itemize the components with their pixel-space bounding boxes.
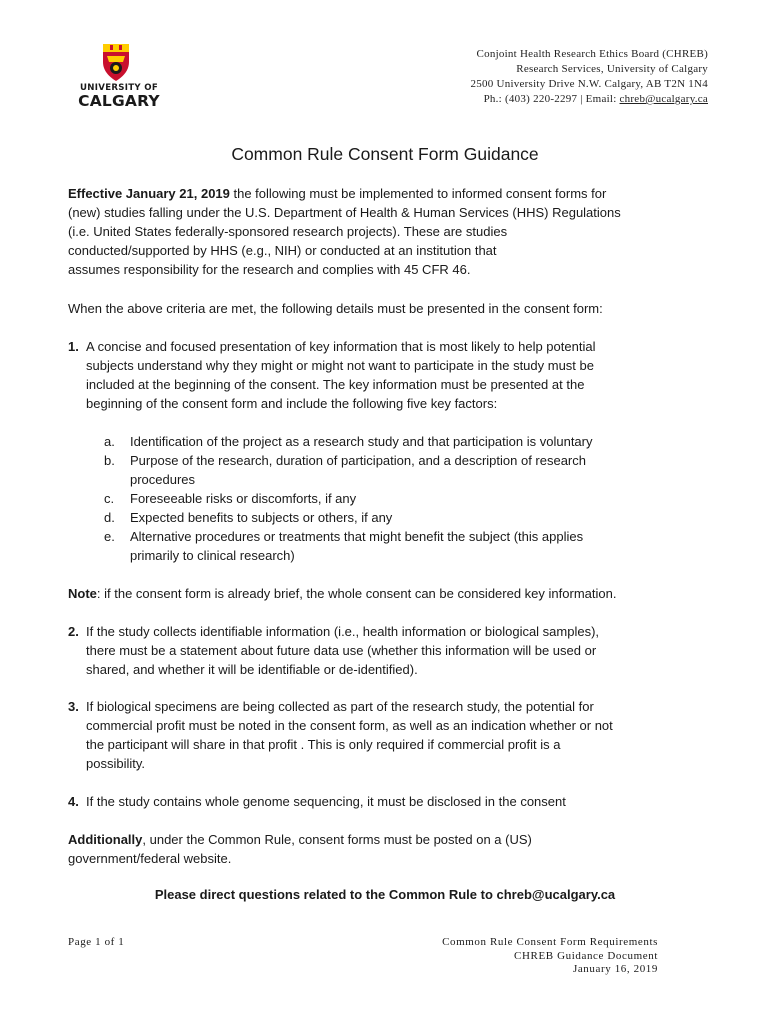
footer-info <box>442 936 658 977</box>
list-item-line: there must be a statement about future data use (whether this information will be used or <box>86 643 597 658</box>
note-bold: Note <box>68 586 97 601</box>
intro-paragraph <box>68 184 668 279</box>
logo-line-1: UNIVERSITY OF <box>79 83 159 93</box>
sub-item-line: Foreseeable risks or discomforts, if any <box>130 491 357 506</box>
crest-icon <box>101 42 131 82</box>
list-item-line: beginning of the consent form and include the following five key factors: <box>86 396 498 411</box>
additionally-line-1: , under the Common Rule, consent forms must be posted on a (US) <box>142 832 532 847</box>
contact-line-1: Conjoint Health Research Ethics Board (CHREB) <box>476 48 708 60</box>
sub-item-letter: d. <box>104 510 115 525</box>
note-body: : if the consent form is already brief, the whole consent can be considered key information. <box>96 586 617 601</box>
list-item-line: the participant will share in that profit . This is only required if commercial profit is a <box>86 737 561 752</box>
intro-bold: Effective January 21, 2019 <box>68 186 230 201</box>
list-item-line: If the study contains whole genome sequencing, it must be disclosed in the consent <box>86 794 566 809</box>
university-logo <box>74 42 164 112</box>
page-number: Page 1 of 1 <box>68 936 125 948</box>
list-item-number: 1. <box>68 339 79 354</box>
sub-item-letter: e. <box>104 529 115 544</box>
sub-item-line: Alternative procedures or treatments that might benefit the subject (this applies <box>130 529 584 544</box>
additionally-paragraph <box>68 830 668 868</box>
closing-statement: Please direct questions related to the Common Rule to chreb@ucalgary.ca <box>154 887 616 902</box>
list-item-number: 2. <box>68 624 79 639</box>
contact-line-2: Research Services, University of Calgary <box>516 63 708 75</box>
sub-item-letter: c. <box>104 491 115 506</box>
intro-line-4: conducted/supported by HHS (e.g., NIH) or conducted at an institution that <box>68 243 497 258</box>
intro-line-5: assumes responsibility for the research and complies with 45 CFR 46. <box>68 262 471 277</box>
list-item-number: 4. <box>68 794 79 809</box>
sub-item-line: Identification of the project as a research study and that participation is voluntary <box>130 434 593 449</box>
footer-line-1: Common Rule Consent Form Requirements <box>442 936 658 948</box>
list-item-line: included at the beginning of the consent. The key information must be presented at the <box>86 377 585 392</box>
intro-line-2: (new) studies falling under the U.S. Department of Health & Human Services (HHS) Regulations <box>68 205 621 220</box>
footer-line-3: January 16, 2019 <box>572 963 658 975</box>
list-item-line: shared, and whether it will be identifiable or de-identified). <box>86 662 418 677</box>
contact-line-3: 2500 University Drive N.W. Calgary, AB T2N 1N4 <box>470 78 708 90</box>
note-text <box>68 584 668 603</box>
sub-item-line: Purpose of the research, duration of participation, and a description of research <box>130 453 586 468</box>
contact-email-link[interactable]: chreb@ucalgary.ca <box>619 93 708 105</box>
additionally-line-2: government/federal website. <box>68 851 232 866</box>
sub-item-line: procedures <box>130 472 196 487</box>
additionally-bold: Additionally <box>68 832 143 847</box>
list-item-line: subjects understand why they might or might not want to participate in the study must be <box>86 358 594 373</box>
sub-item-line: Expected benefits to subjects or others, if any <box>130 510 393 525</box>
list-item-line: If the study collects identifiable information (i.e., health information or biological samples), <box>86 624 600 639</box>
sub-item-letter: b. <box>104 453 115 468</box>
sub-item-letter: a. <box>104 434 115 449</box>
list-item-line: commercial profit must be noted in the consent form, as well as an indication whether or not <box>86 718 613 733</box>
sub-item-line: primarily to clinical research) <box>130 548 295 563</box>
logo-line-2: CALGARY <box>78 92 160 110</box>
list-item-line: A concise and focused presentation of key information that is most likely to help potential <box>86 339 596 354</box>
list-item-number: 3. <box>68 699 79 714</box>
list-item-line: If biological specimens are being collected as part of the research study, the potential for <box>86 699 594 714</box>
list-item-line: possibility. <box>86 756 146 771</box>
intro-line-3: (i.e. United States federally-sponsored research projects). These are studies <box>68 224 508 239</box>
criteria-text: When the above criteria are met, the following details must be presented in the consent form: <box>68 301 603 316</box>
contact-phone: Ph.: (403) 220-2297 | Email: <box>483 93 620 105</box>
page-title: Common Rule Consent Form Guidance <box>231 144 539 164</box>
intro-line-1: the following must be implemented to informed consent forms for <box>229 186 607 201</box>
contact-block <box>471 47 709 107</box>
contact-line-4 <box>471 92 709 107</box>
footer-line-2: CHREB Guidance Document <box>514 949 658 962</box>
